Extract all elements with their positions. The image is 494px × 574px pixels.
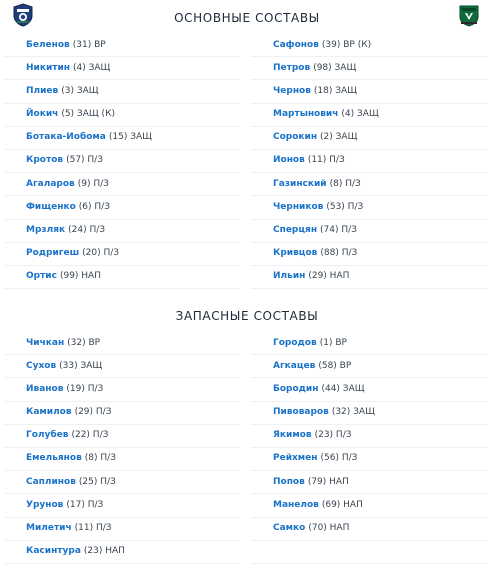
- player-name-link[interactable]: Чернов: [273, 85, 311, 96]
- player-number-position: (19) П/З: [66, 383, 104, 394]
- player-row: [4, 471, 240, 494]
- player-number-position: (4) ЗАЩ: [341, 109, 379, 120]
- player-row: [251, 104, 487, 127]
- player-row: [251, 196, 487, 219]
- player-number-position: (20) П/З: [82, 248, 120, 259]
- player-number-position: (58) ВР: [318, 360, 352, 371]
- player-name-link[interactable]: Городов: [273, 337, 317, 348]
- player-name-link[interactable]: Агаларов: [26, 178, 75, 189]
- player-number-position: (5) ЗАЩ (К): [61, 109, 115, 120]
- player-row: [4, 355, 240, 378]
- player-number-position: (57) П/З: [66, 155, 103, 166]
- player-name-link[interactable]: Газинский: [273, 178, 327, 189]
- player-number-position: (88) П/З: [320, 248, 358, 259]
- player-number-position: (39) ВР (К): [321, 39, 372, 50]
- home-team-crest-icon: [12, 3, 34, 27]
- player-row: [4, 104, 240, 127]
- player-row: [4, 220, 240, 243]
- player-name-link[interactable]: Мрзляк: [26, 225, 66, 235]
- player-row: [251, 494, 487, 517]
- player-row: [4, 173, 240, 196]
- player-row: [251, 355, 487, 378]
- player-name-link[interactable]: Саплинов: [26, 476, 76, 487]
- player-row: [251, 266, 487, 289]
- player-name-link[interactable]: Мартынович: [273, 109, 339, 120]
- player-name-link[interactable]: Сперцян: [273, 225, 318, 235]
- player-number-position: (23) П/З: [314, 430, 352, 441]
- player-number-position: (32) ВР: [67, 337, 101, 348]
- player-row: [251, 220, 487, 243]
- player-row: [4, 402, 240, 425]
- player-number-position: (1) ВР: [319, 337, 347, 348]
- player-number-position: (69) НАП: [321, 499, 363, 510]
- player-number-position: (25) П/З: [78, 476, 116, 487]
- player-name-link[interactable]: Урунов: [26, 499, 64, 510]
- player-row: [251, 425, 487, 448]
- player-row: [4, 332, 240, 355]
- player-name-link[interactable]: Беленов: [26, 39, 70, 50]
- player-number-position: (24) П/З: [68, 225, 106, 235]
- player-name-link[interactable]: Ортис: [26, 271, 57, 282]
- player-number-position: (6) П/З: [78, 201, 110, 212]
- player-number-position: (11) П/З: [74, 523, 112, 533]
- player-row: [4, 518, 240, 541]
- player-row: [251, 471, 487, 494]
- player-name-link[interactable]: Йокич: [26, 109, 59, 120]
- player-number-position: (8) П/З: [329, 178, 361, 189]
- player-name-link[interactable]: Касинтура: [26, 546, 81, 557]
- player-name-link[interactable]: Самко: [273, 523, 306, 533]
- home-starting-lineup: [4, 34, 240, 289]
- player-number-position: (11) П/З: [307, 155, 345, 166]
- player-number-position: (53) П/З: [326, 201, 364, 212]
- player-name-link[interactable]: Якимов: [273, 430, 312, 441]
- player-name-link[interactable]: Сафонов: [273, 39, 319, 50]
- player-name-link[interactable]: Рейхмен: [273, 453, 318, 464]
- player-number-position: (23) НАП: [83, 546, 125, 557]
- player-row: [4, 196, 240, 219]
- player-name-link[interactable]: Никитин: [26, 62, 70, 73]
- player-number-position: (98) ЗАЩ: [313, 62, 357, 73]
- subs-header: [0, 300, 494, 332]
- player-row: [251, 448, 487, 471]
- player-row: [4, 34, 240, 57]
- player-row: [251, 332, 487, 355]
- player-name-link[interactable]: Чичкан: [26, 337, 65, 348]
- player-row: [251, 127, 487, 150]
- player-row: [251, 57, 487, 80]
- player-row: [251, 243, 487, 266]
- player-name-link[interactable]: Сухов: [26, 360, 57, 371]
- player-number-position: (8) П/З: [84, 453, 116, 464]
- player-number-position: (79) НАП: [307, 476, 349, 487]
- player-row: [4, 425, 240, 448]
- player-number-position: (17) П/З: [66, 499, 104, 510]
- player-name-link[interactable]: Агкацев: [273, 360, 316, 371]
- player-row: [251, 173, 487, 196]
- player-name-link[interactable]: Манелов: [273, 499, 319, 510]
- player-row: [4, 57, 240, 80]
- player-name-link[interactable]: Камилов: [26, 407, 72, 418]
- player-name-link[interactable]: Сорокин: [273, 132, 318, 143]
- player-name-link[interactable]: Попов: [273, 476, 305, 487]
- player-number-position: (18) ЗАЩ: [313, 85, 358, 96]
- player-number-position: (29) П/З: [74, 407, 112, 418]
- player-name-link[interactable]: Кротов: [26, 155, 64, 166]
- player-number-position: (56) П/З: [320, 453, 358, 464]
- player-number-position: (9) П/З: [77, 178, 109, 189]
- home-substitutes: [4, 332, 240, 564]
- player-number-position: (15) ЗАЩ: [108, 132, 152, 143]
- player-name-link[interactable]: Ильин: [273, 271, 306, 282]
- main-lineups-header: [0, 2, 494, 34]
- player-number-position: (44) ЗАЩ: [321, 383, 365, 394]
- main-lineups-title: ОСНОВНЫЕ СОСТАВЫ: [174, 11, 320, 25]
- player-number-position: (99) НАП: [59, 271, 101, 282]
- player-name-link[interactable]: Емельянов: [26, 453, 82, 464]
- subs-title: ЗАПАСНЫЕ СОСТАВЫ: [175, 309, 319, 323]
- player-row: [4, 541, 240, 564]
- player-row: [4, 378, 240, 401]
- player-name-link[interactable]: Ионов: [273, 155, 305, 166]
- player-name-link[interactable]: Родригеш: [26, 248, 80, 259]
- player-row: [251, 402, 487, 425]
- player-row: [4, 494, 240, 517]
- player-number-position: (22) П/З: [71, 430, 109, 441]
- player-number-position: (74) П/З: [320, 225, 357, 235]
- player-name-link[interactable]: Черников: [273, 201, 324, 212]
- player-name-link[interactable]: Кривцов: [273, 248, 318, 259]
- player-number-position: (33) ЗАЩ: [59, 360, 103, 371]
- player-name-link[interactable]: Ботака-Иобома: [26, 132, 106, 143]
- player-name-link[interactable]: Фищенко: [26, 201, 76, 212]
- player-row: [251, 150, 487, 173]
- empty-row: [251, 541, 487, 564]
- player-row: [4, 243, 240, 266]
- player-number-position: (4) ЗАЩ: [73, 62, 111, 73]
- player-row: [251, 378, 487, 401]
- player-number-position: (2) ЗАЩ: [320, 132, 358, 143]
- away-substitutes: [251, 332, 487, 564]
- player-number-position: (70) НАП: [308, 523, 350, 533]
- player-name-link[interactable]: Милетич: [26, 523, 72, 533]
- player-name-link[interactable]: Плиев: [26, 85, 59, 96]
- player-name-link[interactable]: Бородин: [273, 383, 319, 394]
- player-row: [4, 150, 240, 173]
- player-name-link[interactable]: Пивоваров: [273, 407, 329, 418]
- player-number-position: (29) НАП: [308, 271, 350, 282]
- away-starting-lineup: [251, 34, 487, 289]
- player-row: [251, 80, 487, 103]
- player-number-position: (3) ЗАЩ: [61, 85, 99, 96]
- away-team-crest-icon: [458, 3, 480, 27]
- player-name-link[interactable]: Иванов: [26, 383, 64, 394]
- player-name-link[interactable]: Петров: [273, 62, 311, 73]
- player-row: [251, 34, 487, 57]
- player-name-link[interactable]: Голубев: [26, 430, 69, 441]
- player-number-position: (32) ЗАЩ: [331, 407, 375, 418]
- player-row: [4, 266, 240, 289]
- player-row: [4, 80, 240, 103]
- player-row: [4, 127, 240, 150]
- player-row: [251, 518, 487, 541]
- player-number-position: (31) ВР: [72, 39, 106, 50]
- player-row: [4, 448, 240, 471]
